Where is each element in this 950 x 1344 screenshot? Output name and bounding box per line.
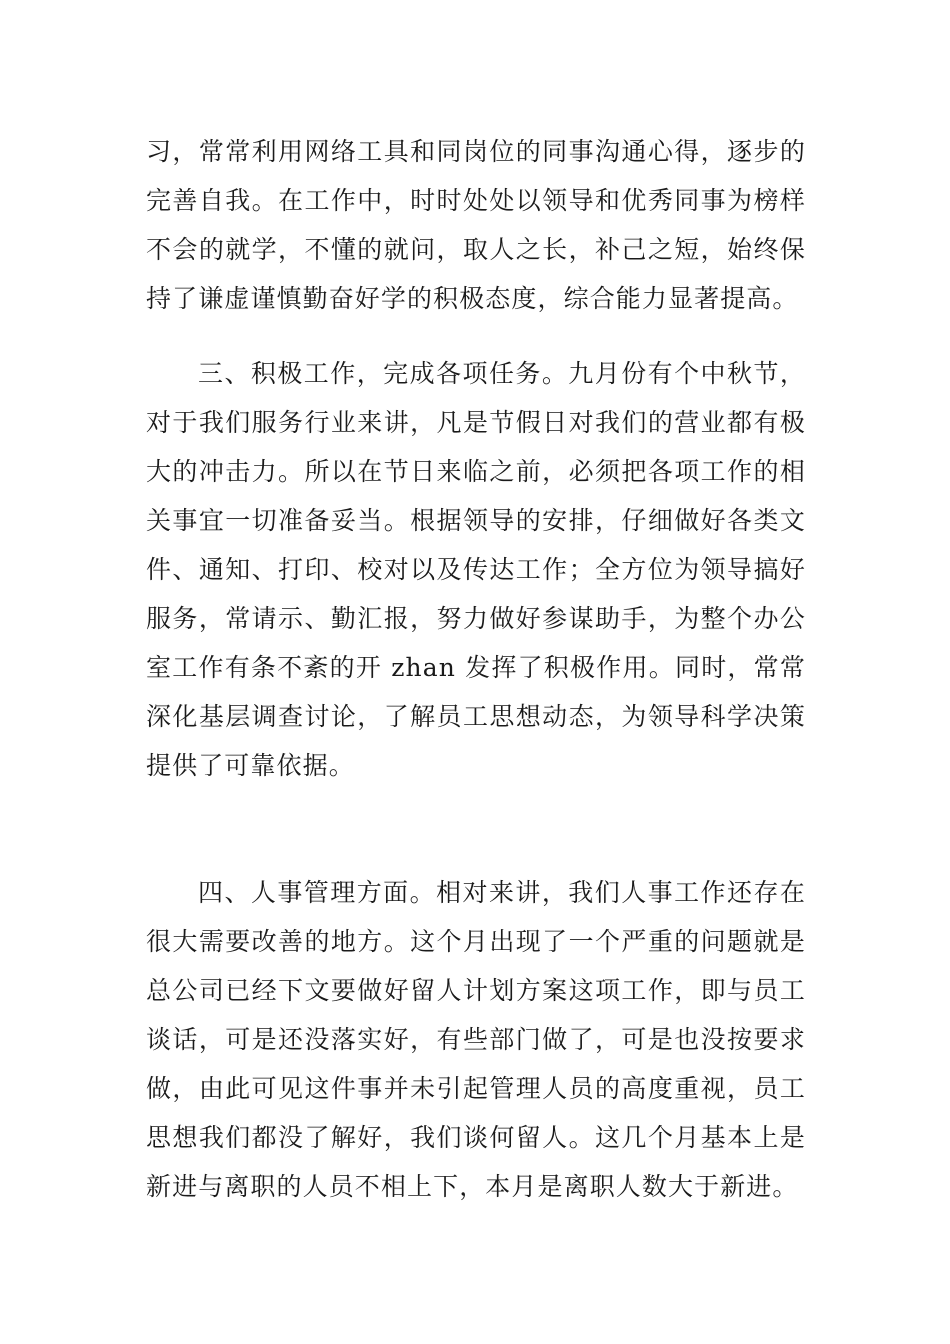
paragraph-section-four: 四、人事管理方面。相对来讲，我们人事工作还存在很大需要改善的地方。这个月出现了一个严重的问题就是总公司已经下文要做好留人计划方案这项工作，即与员工谈话，可是还没落实好，有些部门做了，可是也没按要求做，由此可见这件事并未引起管理人员的高度重视，员工思想我们都没了解好，我们谈何留人。这几个月基本上是新进与离职的人员不相上下，本月是离职人数大于新进。: [146, 878, 806, 1201]
paragraph-section-three: 三、积极工作，完成各项任务。九月份有个中秋节，对于我们服务行业来讲，凡是节假日对我们的营业都有极大的冲击力。所以在节日来临之前，必须把各项工作的相关事宜一切准备妥当。根据领导的安排，仔细做好各类文件、通知、打印、校对以及传达工作；全方位为领导搞好服务，常请示、勤汇报，努力做好参谋助手，为整个办公室工作有条不紊的开 zhan 发挥了积极作用。同时，常常深化基层调查讨论，了解员工思想动态，为领导科学决策提供了可靠依据。: [146, 359, 806, 780]
paragraph-continuation: 习，常常利用网络工具和同岗位的同事沟通心得，逐步的完善自我。在工作中，时时处处以领导和优秀同事为榜样不会的就学，不懂的就问，取人之长，补己之短，始终保持了谦虚谨慎勤奋好学的积极态度，综合能力显著提高。: [146, 137, 806, 313]
